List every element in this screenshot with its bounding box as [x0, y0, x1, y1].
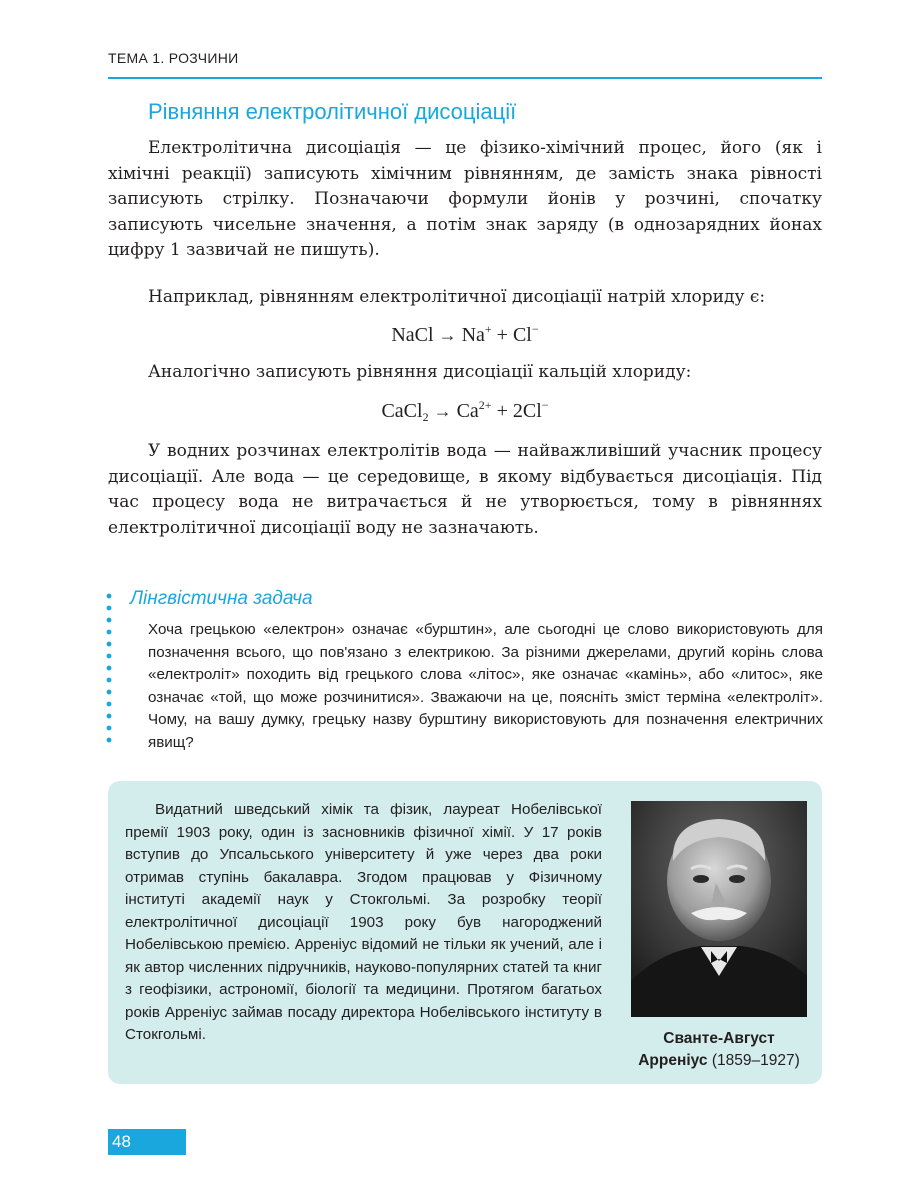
- portrait-illustration: [631, 801, 807, 1017]
- equation-reactant: CaCl: [381, 400, 423, 422]
- paragraph-water: У водних розчинах електролітів вода — найважливіший учасник процесу дисоціації. Але вода — це середовище, в якому відбувається дисоціація. Під час процесу вода не витрачається й не утворюється, тому в рівняннях електролітичної дисоціації воду не зазначають.: [108, 441, 822, 538]
- subscript: 2: [422, 410, 429, 424]
- caption-name-line1: Сванте-Август: [663, 1030, 775, 1047]
- portrait-photo: [631, 801, 807, 1017]
- equation-cacl2: [108, 398, 822, 425]
- dotted-border-decoration: [105, 590, 113, 748]
- caption-years: (1859–1927): [711, 1052, 800, 1069]
- ion-charge: +: [484, 322, 492, 336]
- biography-text: Видатний шведський хімік та фізик, лауреат Нобелівської премії 1903 року, один із засновників фізичної хімії. У 17 років вступив до Упсальського університету й уже через два роки отримав ступінь бакалавра. Згодом працював у Фізичному інституті академії наук у Стокгольмі. За розробку теорії електролітичної дисоціації 1903 року був нагороджений Нобелівською премією. Арреніус відомий не тільки як учений, але і як автор численних підручників, науково-популярних статей та книг з геофізики, астрономії, біології та медицини. Протягом багатьох років Арреніус займав посаду директора Нобелівського інституту в Стокгольмі.: [125, 801, 602, 1043]
- ion-charge: −: [531, 322, 539, 336]
- running-header: ТЕМА 1. РОЗЧИНИ: [108, 50, 239, 66]
- plus-symbol: +: [496, 400, 508, 422]
- equation-reactant: NaCl: [391, 324, 434, 346]
- portrait-caption: [620, 1028, 818, 1072]
- equation-ion: Cl: [512, 324, 532, 346]
- equation-ion: 2Cl: [512, 400, 542, 422]
- ion-charge: 2+: [478, 398, 492, 412]
- paragraph-definition: Електролітична дисоціація — це фізико-хімічний процес, його (як і хімічні реакції) записують хімічним рівнянням, де замість знака рівності записують стрілку. Позначаючи формули йонів у розчині, спочатку записують чисельне значення, а потім знак заряду (в однозарядних йонах цифру 1 зазвичай не пишуть).: [108, 138, 822, 261]
- paragraph-example: Наприклад, рівнянням електролітичної дисоціації натрій хлориду є:: [148, 287, 766, 307]
- header-rule: [108, 77, 822, 79]
- task-text: Хоча грецькою «електрон» означає «бурштин», але сьогодні це слово використовують для позначення всього, що пов'язано з електрикою. За різними джерелами, другий корінь слова «електроліт» походить від грецького слова «літос», яке означає «камінь», або «литос», яке означає «той, що може розчинитися». Зважаючи на це, поясніть зміст терміна «електроліт». Чому, на вашу думку, грецьку назву бурштину використовують для позначення електричних явищ?: [148, 621, 823, 751]
- equation-nacl: [108, 322, 822, 347]
- arrow-symbol: →: [433, 401, 452, 421]
- task-title: Лінгвістична задача: [130, 588, 313, 609]
- caption-name-line2: Арреніус: [638, 1052, 708, 1069]
- ion-charge: −: [541, 398, 549, 412]
- page-number: 48: [108, 1129, 186, 1155]
- plus-symbol: +: [496, 324, 508, 346]
- paragraph-analogous: Аналогічно записують рівняння дисоціації кальцій хлориду:: [148, 362, 692, 382]
- equation-ion: Ca: [456, 400, 479, 422]
- arrow-symbol: →: [438, 325, 457, 345]
- equation-ion: Na: [461, 324, 485, 346]
- section-title: Рівняння електролітичної дисоціації: [148, 99, 517, 124]
